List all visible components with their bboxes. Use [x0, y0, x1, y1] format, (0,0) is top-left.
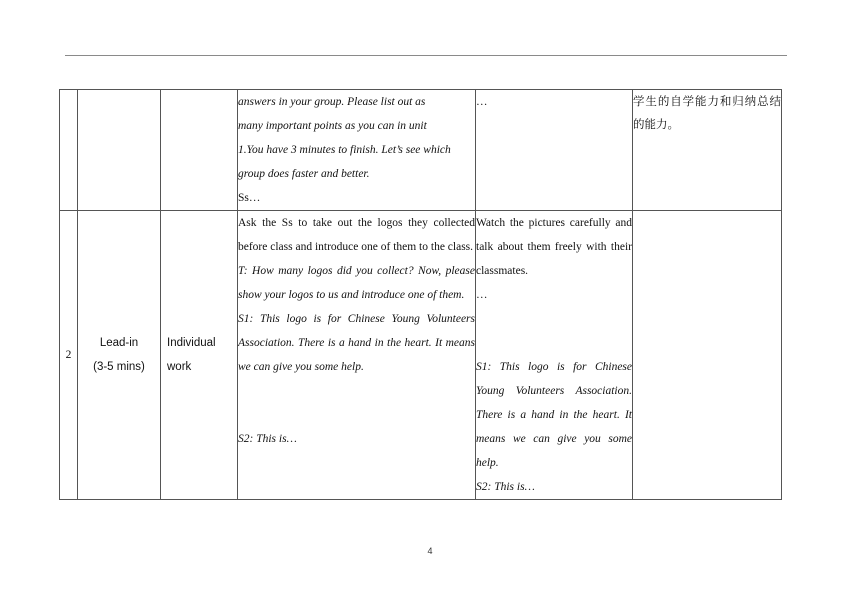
header-rule: [65, 55, 787, 56]
purpose-cell-empty: [633, 211, 782, 500]
page-number: 4: [427, 546, 433, 556]
step-number: [60, 211, 78, 500]
teacher-intro: Ask the Ss to take out the logos they collected before class and introduce one of them to the class.: [238, 217, 475, 253]
student-activity-cell: [476, 90, 633, 211]
teacher-s2-example: S2: This is…: [238, 433, 297, 445]
stage-time: (3-5 mins): [93, 361, 145, 373]
teacher-instruction-line-1: answers in your group. Please list out as: [238, 96, 426, 108]
student-s1-example: S1: This logo is for Chinese Young Volunteers Association. There is a hand in the heart. It means we can give you some help.: [476, 361, 632, 469]
teacher-activity-cell-2: [238, 211, 476, 500]
purpose-cell: [633, 90, 782, 211]
students-response: Ss…: [238, 192, 261, 204]
stage-name: Lead-in: [99, 337, 139, 349]
step-cell-empty: [60, 90, 78, 211]
student-intro: Watch the pictures carefully and talk about them freely with their classmates.: [476, 217, 632, 277]
student-dots: …: [476, 289, 488, 301]
teacher-s1-example: S1: This logo is for Chinese Young Volunteers Association. There is a hand in the heart. It means we can give you some help.: [238, 313, 475, 373]
student-activity-cell-2: [476, 211, 633, 500]
step-number-text: 2: [65, 349, 72, 361]
student-ellipsis: …: [476, 96, 488, 108]
student-s2-example: S2: This is…: [476, 481, 535, 493]
purpose-text: 学生的自学能力和归纳总结的能力。: [633, 94, 781, 131]
lesson-plan-table: [59, 89, 782, 500]
table-row-continued: [60, 90, 782, 211]
teacher-instruction-line-2: many important points as you can in unit: [238, 120, 427, 132]
teacher-instruction-line-3: 1.You have 3 minutes to finish. Let’s see which: [238, 144, 451, 156]
mode-cell: [161, 211, 238, 500]
table-row-lead-in: [60, 211, 782, 500]
stage-cell: [78, 211, 161, 500]
teacher-question: T: How many logos did you collect? Now, please show your logos to us and introduce one of them.: [238, 265, 475, 301]
stage-cell-empty: [78, 90, 161, 211]
teacher-instruction-line-4: group does faster and better.: [238, 168, 370, 180]
mode-cell-empty: [161, 90, 238, 211]
mode-text: Individual work: [167, 337, 216, 373]
teacher-activity-cell: [238, 90, 476, 211]
